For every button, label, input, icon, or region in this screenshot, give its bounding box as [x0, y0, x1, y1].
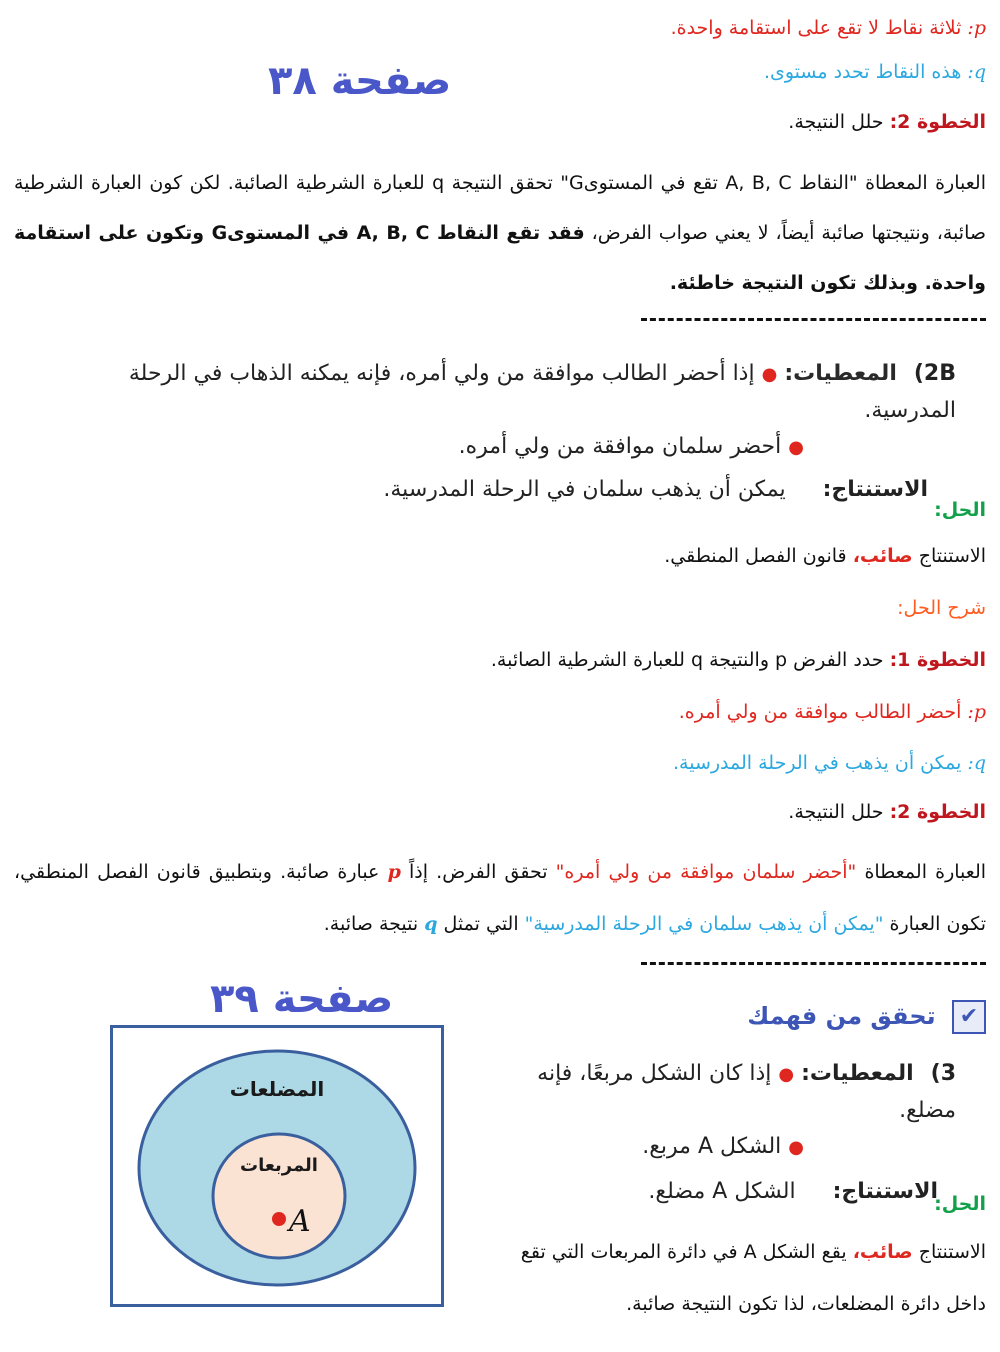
divider-1	[641, 318, 986, 321]
squares-circle	[213, 1134, 345, 1258]
q2b-number: 2B)	[913, 361, 956, 386]
answer-rest: قانون الفصل المنطقي.	[664, 545, 847, 567]
para-quote-2: "يمكن أن يذهب سلمان في الرحلة المدرسية"	[524, 913, 884, 935]
q2b-conclusion: يمكن أن يذهب سلمان في الرحلة المدرسية.	[383, 477, 786, 502]
sol2b-paragraph	[14, 846, 986, 950]
checkbox-icon: ✔	[952, 1000, 986, 1034]
check-q3-block	[476, 1056, 956, 1210]
para-text: التي تمثل	[443, 913, 519, 935]
step1-label: الخطوة 1:	[889, 649, 986, 671]
para-quote-1: "أحضر سلمان موافقة من ولي أمره"	[555, 861, 857, 883]
q3-given-label: المعطيات:	[801, 1061, 914, 1086]
q-label: q:	[967, 752, 986, 774]
q-label: q:	[967, 61, 986, 83]
q3-given2: الشكل A مربع.	[642, 1134, 782, 1159]
venn-diagram-frame	[110, 1025, 444, 1307]
q2b-conclusion-label: الاستنتاج:	[822, 477, 928, 502]
bullet-icon: ●	[778, 1064, 795, 1085]
venn-diagram	[113, 1028, 441, 1304]
para-p: p	[387, 861, 401, 883]
q2b-given-label: المعطيات:	[784, 361, 897, 386]
sol2b-step1	[14, 646, 986, 674]
answer-prefix: الاستنتاج	[918, 545, 986, 567]
bullet-icon: ●	[788, 437, 804, 458]
top-paragraph	[14, 158, 986, 308]
squares-label: المربعات	[240, 1155, 318, 1176]
explain-label: شرح الحل:	[897, 597, 986, 619]
para1-bold: فقد تقع النقاط A, B, C في المستوىG وتكون على استقامة واحدة. وبذلك تكون النتيجة خاطئة.	[14, 222, 986, 294]
sol2b-p-line	[14, 698, 986, 726]
q3-conclusion-label: الاستنتاج:	[832, 1179, 938, 1204]
para-text: تحقق الفرض. إذاً	[409, 861, 548, 883]
answer-rest: يقع الشكل A في دائرة المربعات التي تقع	[520, 1241, 847, 1263]
check-understanding-header	[747, 1000, 986, 1034]
q3-given1-row	[476, 1056, 956, 1129]
para-text: العبارة المعطاة	[864, 861, 987, 883]
q3-conclusion: الشكل A مضلع.	[648, 1179, 796, 1204]
answer-word: صائب،	[852, 545, 913, 567]
q3-number: 3)	[930, 1061, 956, 1086]
para1-text: العبارة المعطاة "النقاط A, B, C تقع في المستوىG" تحقق النتيجة q للعبارة الشرطية الصائبة. لكن كون العبارة الشرطية صائبة، ونتيجتها صائبة أيضاً، لا يعني صواب الفرض،	[14, 172, 986, 244]
p-label: p:	[967, 701, 986, 723]
step2-text: حلل النتيجة.	[788, 801, 884, 823]
step1-text: حدد الفرض p والنتيجة q للعبارة الشرطية الصائبة.	[490, 649, 884, 671]
q-text: هذه النقاط تحدد مستوى.	[763, 61, 962, 83]
divider-2	[641, 962, 986, 965]
q-text: يمكن أن يذهب في الرحلة المدرسية.	[673, 752, 962, 774]
q2b-given1: إذا أحضر الطالب موافقة من ولي أمره، فإنه يمكنه الذهاب في الرحلة المدرسية.	[128, 361, 956, 423]
step2-label: الخطوة 2:	[889, 111, 986, 133]
q3-given2-row	[476, 1129, 804, 1166]
q2b-given2: أحضر سلمان موافقة من ولي أمره.	[458, 434, 782, 459]
answer-prefix: الاستنتاج	[918, 1241, 986, 1263]
sol2b-answer	[14, 542, 986, 570]
sol2b-label: الحل:	[934, 499, 986, 521]
p-text: أحضر الطالب موافقة من ولي أمره.	[678, 701, 962, 723]
step2-label: الخطوة 2:	[889, 801, 986, 823]
sol3-label: الحل:	[934, 1193, 986, 1215]
answer-word: صائب،	[852, 1241, 913, 1263]
polygons-label: المضلعات	[229, 1077, 325, 1101]
para-text: نتيجة صائبة.	[323, 913, 419, 935]
sol2b-step2	[14, 798, 986, 826]
q2b-given2-row	[56, 429, 804, 466]
sol3-answer-2: داخل دائرة المضلعات، لذا تكون النتيجة صائبة.	[626, 1293, 986, 1315]
sol3-answer-1	[480, 1238, 986, 1266]
step2-text: حلل النتيجة.	[788, 111, 884, 133]
p-text: ثلاثة نقاط لا تقع على استقامة واحدة.	[670, 17, 962, 39]
top-q-line	[14, 58, 986, 86]
check-title: تحقق من فهمك	[747, 1002, 936, 1030]
q2b-given1-row	[56, 356, 956, 429]
q3-given1: إذا كان الشكل مربعًا، فإنه مضلع.	[537, 1061, 956, 1123]
q2b-block	[56, 356, 956, 508]
para-q: q	[424, 913, 438, 935]
top-p-line	[14, 14, 986, 42]
page-39-title: صفحة ٣٩	[210, 976, 394, 1022]
bullet-icon: ●	[788, 1137, 804, 1158]
point-a-dot	[272, 1212, 286, 1226]
sol2b-q-line	[14, 749, 986, 777]
para-text: عبارة صائبة. وبتطبيق قانون الفصل المنطقي، تكون العبارة	[14, 861, 986, 935]
p-label: p:	[967, 17, 986, 39]
bullet-icon: ●	[761, 364, 778, 385]
page-38-title: صفحة ٣٨	[268, 58, 452, 104]
point-a-label: A	[289, 1204, 311, 1239]
top-step2-line	[14, 108, 986, 136]
